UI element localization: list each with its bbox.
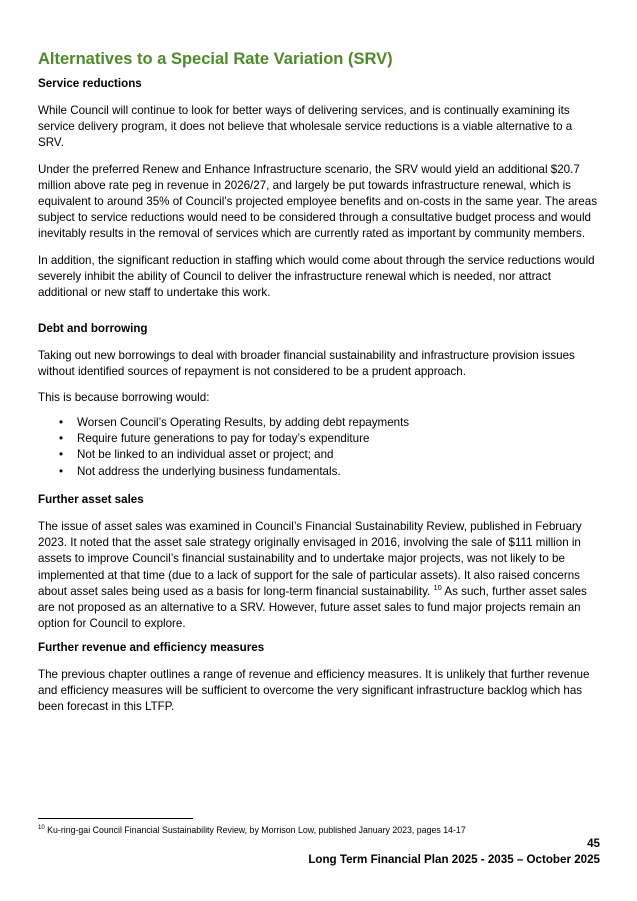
paragraph xyxy=(38,519,600,632)
paragraph: Under the preferred Renew and Enhance Infrastructure scenario, the SRV would yield an additional $20.7 million above rate peg in revenue in 2026/27, and largely be put towards infrastructure renewal, which is equivalent to around 35% of Council’s projected employee benefits and on-costs in the same year. The areas subject to service reductions would need to be considered through a consultative budget process and would inevitably results in the removal of services which are currently rated as important by community members. xyxy=(38,162,597,241)
list-item-text: Not be linked to an individual asset or project; and xyxy=(77,448,334,462)
paragraph-text: As such, further asset sales are not proposed as an alternative to a SRV. However, future asset sales to fund major projects remain an option for Council to explore. xyxy=(38,584,587,631)
paragraph: Taking out new borrowings to deal with broader financial sustainability and infrastructure provision issues without identified sources of repayment is not considered to be a prudent approach. xyxy=(38,349,575,379)
list-item xyxy=(38,415,600,431)
bullet-icon: • xyxy=(59,464,64,478)
paragraph-text: The issue of asset sales was examined in Council’s Financial Sustainability Review, published in February 2023. It noted that the asset sale strategy originally envisaged in 2016, involving the sale of $111 million in assets to improve Council’s financial sustainability and to undertake major projects, was not likely to be implemented at that time (due to a lack of support for the sale of particular assets). It also raised concerns about asset sales being used as a basis for long-term financial sustainability. xyxy=(38,520,582,598)
document-title: Long Term Financial Plan 2025 - 2035 – October 2025 xyxy=(308,853,600,866)
list-item-text: Worsen Council’s Operating Results, by adding debt repayments xyxy=(77,415,410,429)
bullet-icon: • xyxy=(59,432,64,446)
section-title: Service reductions xyxy=(38,77,142,90)
section-title: Further asset sales xyxy=(38,493,144,506)
section-revenue xyxy=(38,640,600,716)
section-title: Further revenue and efficiency measures xyxy=(38,641,265,654)
list-item xyxy=(38,464,600,480)
paragraph: While Council will continue to look for better ways of delivering services, and is continually examining its service delivery program, it does not believe that wholesale service reductions is a viable alternative to a SRV. xyxy=(38,104,573,150)
footnote-reference: 10 xyxy=(433,582,442,592)
section-service-reductions xyxy=(38,76,600,301)
section-title: Debt and borrowing xyxy=(38,322,148,335)
list-item-text: Require future generations to pay for today’s expenditure xyxy=(77,432,370,446)
footnote-number: 10 xyxy=(38,825,45,832)
paragraph: In addition, the significant reduction in staffing which would come about through the service reductions would severely inhibit the ability of Council to deliver the infrastructure renewal which is needed, nor attract additional or new staff to undertake this work. xyxy=(38,253,595,300)
bullet-list xyxy=(38,415,600,481)
list-item xyxy=(38,447,600,463)
footnote xyxy=(38,825,466,836)
list-item xyxy=(38,431,600,447)
list-item-text: Not address the underlying business fundamentals. xyxy=(77,464,341,478)
footnote-text: Ku-ring-gai Council Financial Sustainability Review, by Morrison Low, published January 2023, pages 14-17 xyxy=(44,825,466,835)
page-heading: Alternatives to a Special Rate Variation (SRV) xyxy=(38,50,393,68)
page-number: 45 xyxy=(587,837,600,850)
footnote-divider xyxy=(38,818,193,819)
paragraph: This is because borrowing would: xyxy=(38,391,210,405)
paragraph: The previous chapter outlines a range of revenue and efficiency measures. It is unlikely that further revenue and efficiency measures will be sufficient to overcome the very significant infrastructure backlog which has been forecast in this LTFP. xyxy=(38,668,590,714)
bullet-icon: • xyxy=(59,415,64,429)
section-debt xyxy=(38,321,600,480)
section-asset-sales xyxy=(38,492,600,632)
bullet-icon: • xyxy=(59,448,64,462)
